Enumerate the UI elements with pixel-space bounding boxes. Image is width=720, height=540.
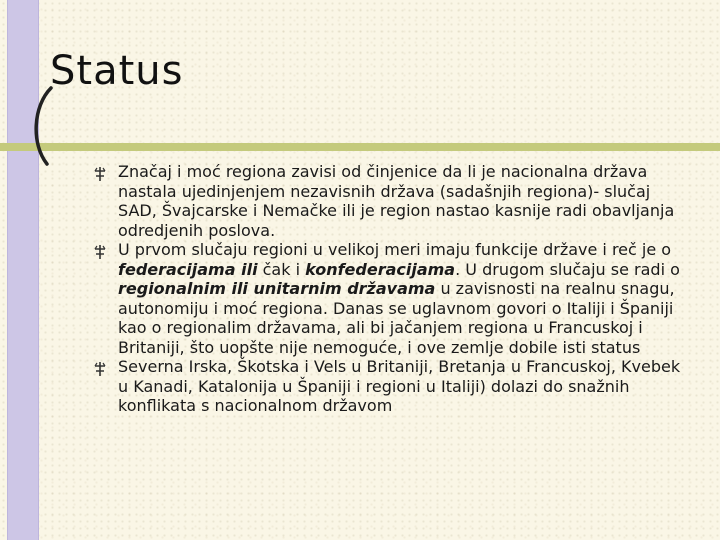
bullet-list — [92, 162, 692, 416]
slide-title: Status — [50, 48, 184, 94]
bullet-text — [118, 162, 692, 240]
text-segment: u zavisnosti na realnu snagu, autonomiju i moć regiona. Danas se uglavnom govori o Italiji i Španiji kao o regionalim državama, ali bi jačanjem regiona u Francuskoj i Britaniji, što uopšte nije nemoguće, i ove zemlje dobile isti status — [118, 279, 675, 357]
pin-bullet-icon — [92, 361, 108, 377]
text-segment: čak i — [257, 259, 306, 279]
bullet-item — [92, 357, 692, 416]
bullet-text — [118, 240, 692, 357]
bullet-item — [92, 240, 692, 357]
bullet-item — [92, 162, 692, 240]
pin-bullet-icon — [92, 166, 108, 182]
bracket-decoration-icon — [17, 86, 57, 166]
left-decorative-bar — [7, 0, 39, 540]
text-segment: Severna Irska, Škotska i Vels u Britaniji, Bretanja u Francuskoj, Kvebek u Kanadi, Katalonija u Španiji i regioni u Italiji) dolazi do snažnih konflikata s nacionalnom državom — [118, 357, 681, 415]
text-segment: . U drugom slučaju se radi o — [455, 259, 680, 279]
text-segment: Značaj i moć regiona zavisi od činjenice da li je nacionalna država nastala ujedinjenjem nezavisnih država (sadašnjih regiona)- slučaj SAD, Švajcarske i Nemačke ili je region nastao kasnije radi obavljanja odredjenih poslova. — [118, 162, 675, 240]
emphasized-term: konfederacijama — [305, 259, 456, 279]
emphasized-term: federacijama ili — [118, 259, 258, 279]
title-underline-rule — [0, 143, 720, 151]
bullet-text — [118, 357, 692, 416]
emphasized-term: regionalnim ili unitarnim državama — [118, 279, 436, 298]
text-segment: U prvom slučaju regioni u velikoj meri imaju funkcije države i reč je o — [118, 240, 672, 259]
pin-bullet-icon — [92, 244, 108, 260]
